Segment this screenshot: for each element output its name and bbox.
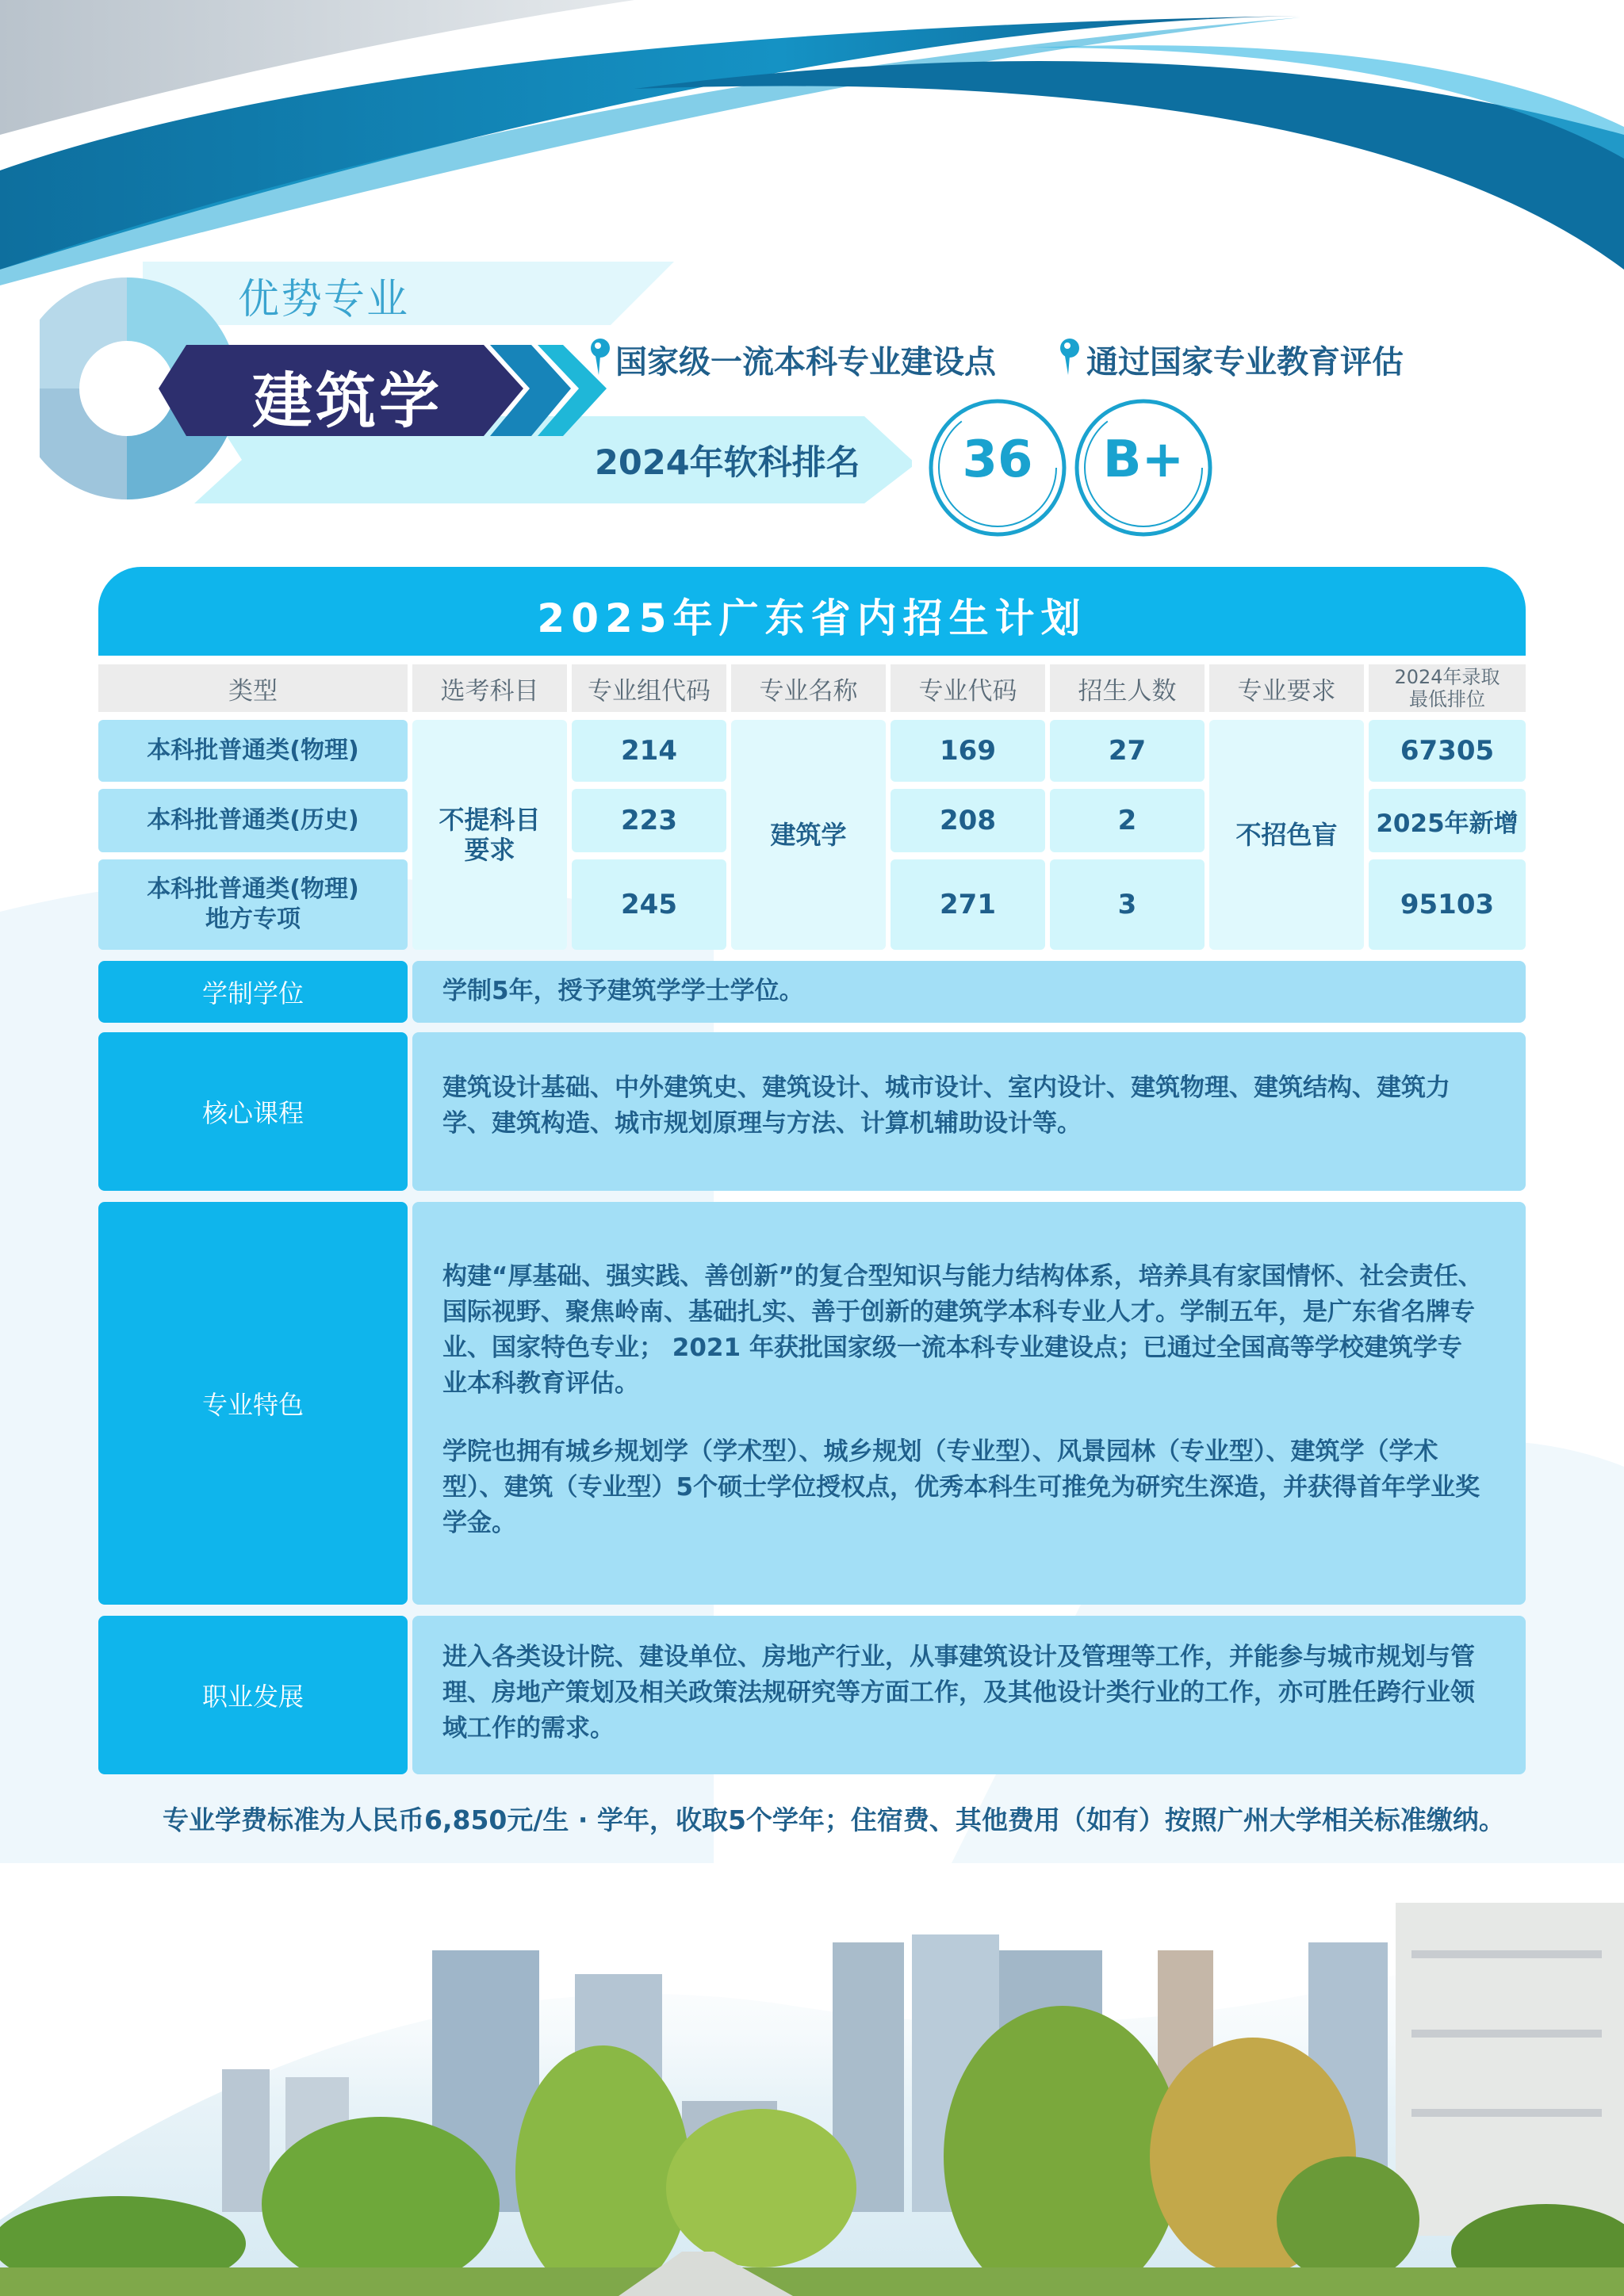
col-header-min-rank-line1: 2024年录取: [1394, 666, 1500, 688]
features-paragraph-2: 学院也拥有城乡规划学（学术型）、城乡规划（专业型）、风景园林（专业型）、建筑学（学术型）、建筑（专业型）5个硕士学位授权点，优秀本科生可推免为研究生深造，并获得首年学业奖学金。: [442, 1437, 1480, 1537]
col-header-min-rank-line2: 最低排位: [1409, 688, 1485, 710]
courses-body: [412, 1032, 1526, 1191]
table-cell-group-code: 223: [572, 789, 726, 852]
col-header-min-rank: [1369, 664, 1526, 712]
table-cell-min-rank: 2025年新增: [1369, 789, 1526, 852]
ranking-label: 2024年软科排名: [595, 443, 860, 483]
duration-label: 学制学位: [98, 961, 408, 1023]
table-cell-major-code: 169: [891, 720, 1045, 782]
features-body: [412, 1202, 1526, 1605]
table-cell-count: 2: [1050, 789, 1205, 852]
city-park-illustration: [0, 1744, 1624, 2296]
col-header-enroll-count: 招生人数: [1050, 664, 1205, 712]
career-text: 进入各类设计院、建设单位、房地产行业，从事建筑设计及管理等工作，并能参与城市规划与管理、房地产策划及相关政策法规研究等方面工作，及其他设计类行业的工作，亦可胜任跨行业领域工作的需求。: [442, 1643, 1475, 1743]
col-header-major-code: 专业代码: [891, 664, 1045, 712]
rank-value: 36: [962, 430, 1033, 489]
table-row-type: 本科批普通类(物理): [98, 720, 408, 782]
feature-accreditation: 通过国家专业教育评估: [1086, 344, 1404, 381]
col-header-type: 类型: [98, 664, 408, 712]
table-cell-major-code: 208: [891, 789, 1045, 852]
grade-value: B+: [1102, 430, 1185, 489]
tuition-footnote: 专业学费标准为人民币6,850元/生 · 学年，收取5个学年；住宿费、其他费用（如有）按照广州大学相关标准缴纳。: [163, 1804, 1505, 1835]
table-cell-group-code: 245: [572, 859, 726, 950]
table-cell-count: 3: [1050, 859, 1205, 950]
courses-label: 核心课程: [98, 1032, 408, 1191]
career-label: 职业发展: [98, 1616, 408, 1774]
admission-table-title: 2025年广东省内招生计划: [537, 595, 1087, 641]
major-title: 建筑学: [252, 365, 442, 436]
section-subtitle: 优势专业: [238, 276, 410, 323]
table-cell-group-code: 214: [572, 720, 726, 782]
pin-icon: [588, 337, 612, 377]
col-header-requirement: 专业要求: [1209, 664, 1364, 712]
table-cell-major-name: 建筑学: [731, 720, 886, 950]
table-cell-min-rank: 67305: [1369, 720, 1526, 782]
col-header-group-code: 专业组代码: [572, 664, 726, 712]
table-cell-subjects: [412, 720, 567, 950]
pin-icon: [1058, 337, 1082, 377]
table-cell-major-code: 271: [891, 859, 1045, 950]
subjects-line1: 不提科目: [439, 805, 541, 835]
table-row-type-line1: 本科批普通类(物理): [147, 875, 359, 903]
table-cell-min-rank: 95103: [1369, 859, 1526, 950]
duration-text: 学制5年，授予建筑学学士学位。: [442, 977, 804, 1005]
features-label: 专业特色: [98, 1202, 408, 1605]
top-wave-decoration: [0, 0, 1624, 285]
duration-body: [412, 961, 1526, 1023]
col-header-major-name: 专业名称: [731, 664, 886, 712]
table-row-type-line2: 地方专项: [205, 905, 301, 933]
table-cell-count: 27: [1050, 720, 1205, 782]
subjects-line2: 要求: [464, 835, 515, 865]
table-row-type: 本科批普通类(历史): [98, 789, 408, 852]
courses-text: 建筑设计基础、中外建筑史、建筑设计、城市设计、室内设计、建筑物理、建筑结构、建筑力学、建筑构造、城市规划原理与方法、计算机辅助设计等。: [442, 1073, 1450, 1138]
col-header-subjects: 选考科目: [412, 664, 567, 712]
table-cell-requirement: 不招色盲: [1209, 720, 1364, 950]
feature-first-class-major: 国家级一流本科专业建设点: [615, 344, 996, 381]
features-paragraph-1: 构建“厚基础、强实践、善创新”的复合型知识与能力结构体系，培养具有家国情怀、社会责任、国际视野、聚焦岭南、基础扎实、善于创新的建筑学本科专业人才。学制五年，是广东省名牌专业、国家特色专业； 2021 年获批国家级一流本科专业建设点；已通过全国高等学校建筑学专业本科教育评估。: [442, 1262, 1483, 1398]
table-row-type: [98, 859, 408, 950]
